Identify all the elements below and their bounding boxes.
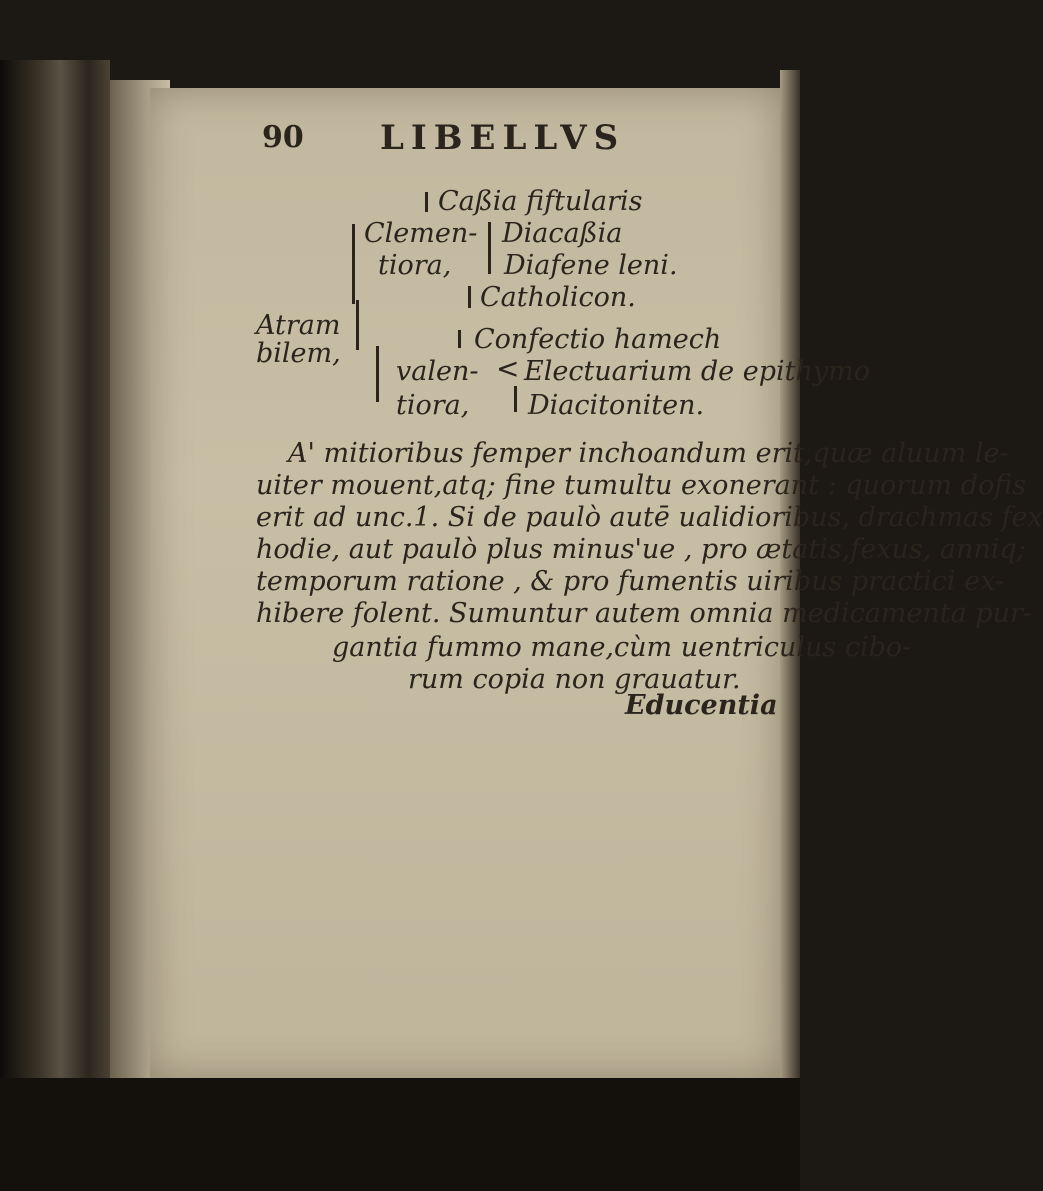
brace-clemen: [352, 224, 355, 304]
page-number: 90: [262, 120, 304, 155]
category-valen: valen-: [396, 356, 479, 387]
remedy-cassia-fistularis: Caßia fiftularis: [438, 186, 643, 217]
remedy-catholicon: Catholicon.: [480, 282, 636, 313]
brace-cassia-top: [425, 192, 428, 212]
running-head: LIBELLVS: [380, 118, 626, 158]
brace-electuarium-mark: <: [496, 352, 520, 385]
body-line: hibere folent. Sumuntur autem omnia medicamenta pur-: [256, 598, 1032, 629]
body-line: erit ad unc.1. Si de paulò autē ualidioribus, drachmas fex: [256, 502, 1043, 533]
body-line: rum copia non grauatur.: [408, 664, 741, 695]
body-line: hodie, aut paulò plus minus'ue , pro ætatis,fexus, anniq;: [256, 534, 1026, 565]
remedy-electuarium: Electuarium de epithymo: [524, 356, 870, 387]
remedy-diacassia: Diacaßia: [502, 218, 623, 249]
body-line: uiter mouent,atq; fine tumultu exonerant : quorum dofis: [256, 470, 1027, 501]
category-atram: Atram: [256, 310, 341, 341]
category-tiora-1: tiora,: [378, 250, 452, 281]
remedy-diacitoniten: Diacitoniten.: [528, 390, 705, 421]
category-clemen: Clemen-: [364, 218, 478, 249]
brace-diacitoniten: [514, 386, 517, 412]
body-line: A' mitioribus femper inchoandum erit,quæ aluum le-: [288, 438, 1009, 469]
category-bilem: bilem,: [256, 338, 341, 369]
category-tiora-2: tiora,: [396, 390, 470, 421]
remedy-confectio-hamech: Confectio hamech: [474, 324, 722, 355]
book-binding: [0, 60, 110, 1191]
brace-catholicon: [468, 286, 471, 308]
body-line: gantia fummo mane,cùm uentriculus cibo-: [332, 632, 912, 663]
brace-atram: [356, 300, 359, 350]
remedy-diasene: Diafene leni.: [504, 250, 678, 281]
brace-diacassia: [488, 222, 491, 274]
background-bottom: [0, 1078, 800, 1191]
catchword: Educentia: [625, 690, 778, 721]
brace-confectio: [458, 330, 461, 348]
brace-valen: [376, 346, 379, 402]
body-line: temporum ratione , & pro fumentis uiribus practici ex-: [256, 566, 1004, 597]
